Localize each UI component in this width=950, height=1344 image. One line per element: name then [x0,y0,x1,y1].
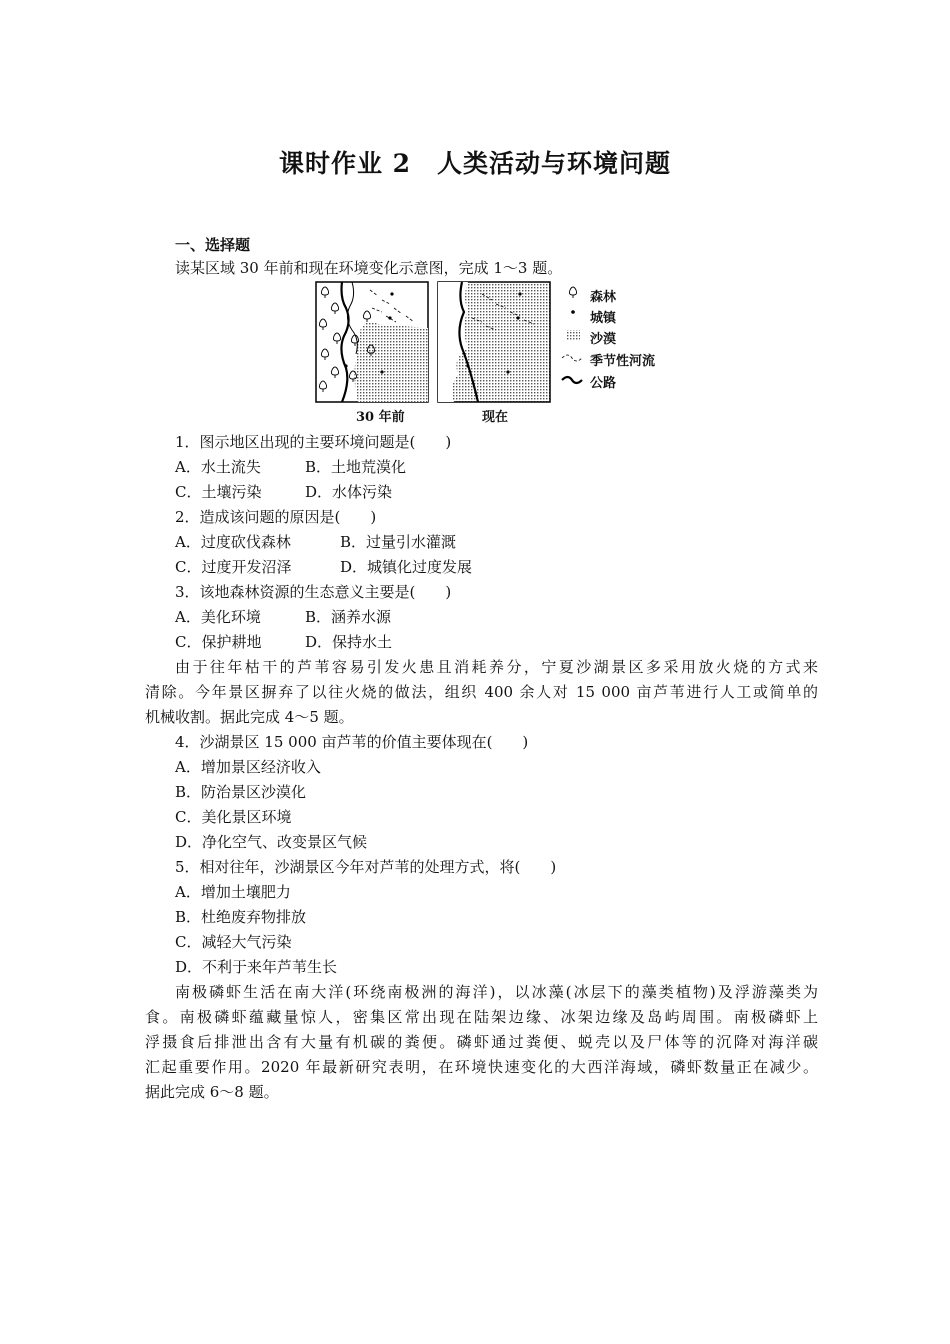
passage2-line1: 由于往年枯干的芦苇容易引发火患且消耗养分，宁夏沙湖景区多采用放火烧的方式来 [175,658,818,676]
q3-option-a: A．美化环境 [175,608,261,626]
desert-icon [566,330,580,340]
passage3-line2: 食。南极磷虾蕴藏量惊人，密集区常出现在陆架边缘、冰架边缘及岛屿周围。南极磷虾上 [145,1008,818,1026]
forest-icon [569,287,576,298]
environment-change-figure [312,278,672,426]
town-icon [571,310,575,314]
legend-forest: 森林 [590,290,617,305]
q5-option-b: B．杜绝废弃物排放 [175,908,307,926]
q4-option-c: C．美化景区环境 [175,808,292,826]
legend-river: 季节性河流 [590,354,656,369]
q3-option-d: D．保持水土 [305,633,393,651]
q1-option-c: C．土壤污染 [175,483,262,501]
passage2-line3: 机械收割。据此完成 4～5 题。 [145,708,354,726]
q5-stem: 5．相对往年，沙湖景区今年对芦苇的处理方式，将( ) [175,858,557,876]
q3-option-c: C．保护耕地 [175,633,262,651]
q2-option-b: B．过量引水灌溉 [340,533,457,551]
caption-now: 现在 [482,410,509,425]
passage3-line5: 据此完成 6～8 题。 [145,1083,279,1101]
section-heading: 一、选择题 [175,236,251,254]
q2-option-d: D．城镇化过度发展 [340,558,473,576]
q5-option-d: D．不利于来年芦苇生长 [175,958,338,976]
q2-option-a: A．过度砍伐森林 [175,533,291,551]
q1-options-cd [175,480,392,504]
q4-option-d: D．净化空气、改变景区气候 [175,833,368,851]
q3-options-cd [175,630,392,654]
map-30-years-ago [316,282,428,402]
intro-text: 读某区域 30 年前和现在环境变化示意图，完成 1～3 题。 [175,259,563,277]
q4-option-b: B．防治景区沙漠化 [175,783,307,801]
river-icon [562,355,582,361]
passage3-line3: 浮摄食后排泄出含有大量有机碳的粪便。磷虾通过粪便、蜕壳以及尸体等的沉降对海洋碳 [145,1033,818,1051]
legend-symbols [562,287,582,383]
passage3-line4: 汇起重要作用。2020 年最新研究表明，在环境快速变化的大西洋海域，磷虾数量正在减少。 [145,1058,818,1076]
title-part1: 课时作业 2 [278,149,412,178]
map-now [438,282,550,402]
page-title [0,144,950,180]
legend-desert: 沙漠 [590,332,617,347]
q2-stem: 2．造成该问题的原因是( ) [175,508,377,526]
passage3-line1: 南极磷虾生活在南大洋(环绕南极洲的海洋)，以冰藻(冰层下的藻类植物)及浮游藻类为 [175,983,818,1001]
q3-option-b: B．涵养水源 [305,608,392,626]
q1-option-b: B．土地荒漠化 [305,458,407,476]
q3-stem: 3．该地森林资源的生态意义主要是( ) [175,583,452,601]
q3-options-ab [175,605,391,629]
legend-road: 公路 [590,376,617,391]
q1-option-a: A．水土流失 [175,458,261,476]
q4-stem: 4．沙湖景区 15 000 亩芦苇的价值主要体现在( ) [175,733,529,751]
passage2-line2: 清除。今年景区摒弃了以往火烧的做法，组织 400 余人对 15 000 亩芦苇进行人工或简单的 [145,683,818,701]
road-icon [562,377,582,383]
q2-options-cd [175,555,472,579]
q1-options-ab [175,455,406,479]
q5-option-a: A．增加土壤肥力 [175,883,291,901]
q2-options-ab [175,530,456,554]
q5-option-c: C．减轻大气污染 [175,933,292,951]
caption-30-years-ago: 30 年前 [356,410,405,425]
q2-option-c: C．过度开发沼泽 [175,558,292,576]
legend-town: 城镇 [590,311,617,326]
q1-option-d: D．水体污染 [305,483,393,501]
q4-option-a: A．增加景区经济收入 [175,758,321,776]
title-part2: 人类活动与环境问题 [437,149,672,178]
q1-stem: 1．图示地区出现的主要环境问题是( ) [175,433,452,451]
